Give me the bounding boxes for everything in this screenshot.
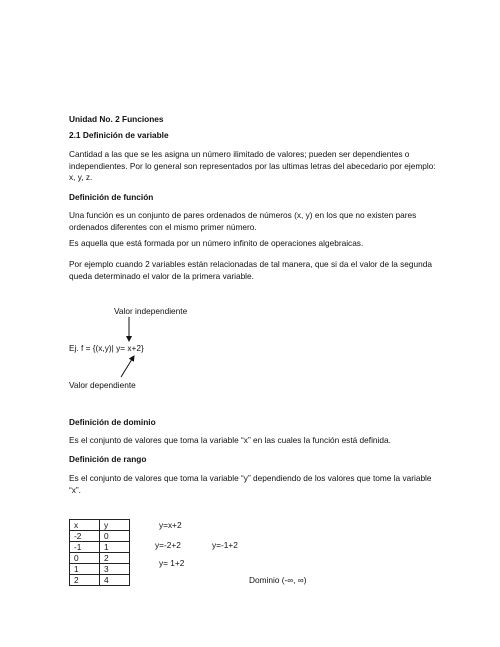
- table-cell: 2: [70, 575, 100, 586]
- equation-4: y= 1+2: [159, 558, 185, 568]
- equation-2: y=-2+2: [155, 540, 181, 550]
- arrow-to-y-icon: [121, 356, 134, 377]
- funcion-paragraph-1: Una función es un conjunto de pares ordenados de números (x, y) en los que no existen pares ordenados diferentes con el mismo primer número.: [69, 210, 417, 232]
- independent-value-label: Valor independiente: [114, 306, 188, 316]
- table-header-x: x: [70, 520, 100, 531]
- table-row: [70, 542, 130, 553]
- dependent-value-label: Valor dependiente: [69, 380, 136, 390]
- funcion-paragraph-2: Es aquella que está formada por un número infinito de operaciones algebraicas.: [69, 238, 364, 248]
- table-cell: 2: [100, 553, 130, 564]
- rango-definition: Es el conjunto de valores que toma la variable “y” dependiendo de los valores que tome la variable “x”.: [69, 473, 432, 495]
- domain-result: Dominio (-∞, ∞): [249, 575, 307, 585]
- table-header-row: [70, 520, 130, 531]
- values-table: [69, 519, 130, 586]
- dominio-definition: Es el conjunto de valores que toma la variable “x” en las cuales la función está definida.: [69, 435, 391, 445]
- table-cell: 3: [100, 564, 130, 575]
- table-cell: -1: [70, 542, 100, 553]
- table-row: [70, 553, 130, 564]
- funcion-paragraph-3: Por ejemplo cuando 2 variables están relacionadas de tal manera, que si da el valor de la segunda queda determinado el valor de la primera variable.: [69, 259, 432, 281]
- dominio-heading: Definición de dominio: [69, 417, 156, 427]
- equation-3: y=-1+2: [212, 540, 238, 550]
- page-title: Unidad No. 2 Funciones: [69, 114, 164, 124]
- table-header-y: y: [100, 520, 130, 531]
- table-cell: 0: [70, 553, 100, 564]
- table-row: [70, 531, 130, 542]
- rango-heading: Definición de rango: [69, 454, 147, 464]
- table-cell: 4: [100, 575, 130, 586]
- table-row: [70, 575, 130, 586]
- table-cell: 1: [70, 564, 100, 575]
- funcion-heading: Definición de función: [69, 192, 154, 202]
- function-example: Ej. f = {(x,y)| y= x+2}: [69, 343, 144, 353]
- variable-definition: Cantidad a las que se les asigna un número ilimitado de valores; pueden ser dependientes o independientes. Por lo general son representados por las ultimas letras del abecedario por ejemplo: x, y, z.: [69, 149, 436, 182]
- table-row: [70, 564, 130, 575]
- table-cell: -2: [70, 531, 100, 542]
- variable-heading: 2.1 Definición de variable: [69, 130, 169, 140]
- equation-1: y=x+2: [159, 520, 182, 530]
- table-cell: 1: [100, 542, 130, 553]
- table-cell: 0: [100, 531, 130, 542]
